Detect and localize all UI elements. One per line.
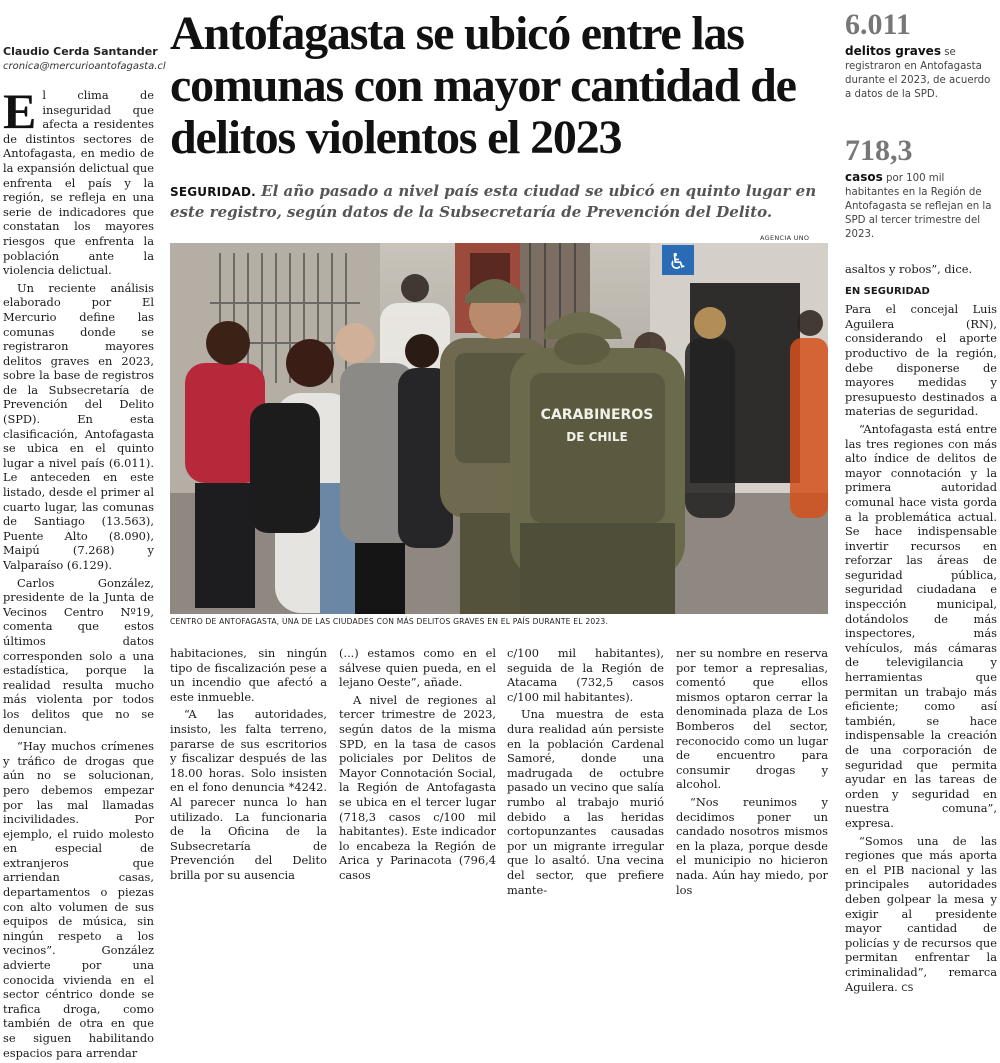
paragraph: ner su nombre en reserva por temor a represalias, comentó que ellos mismos optaron cerrar la denominada plaza de Los Bomberos del sector, reconocido como un lugar de encuentro para consumir drogas y alcohol. (676, 646, 828, 792)
stat-description: delitos graves se registraron en Antofagasta durante el 2023, de acuerdo a datos de la SPD. (845, 44, 991, 100)
stat-box-delitos (845, 10, 995, 102)
article-column-6 (845, 262, 997, 999)
vest-text-line2: DE CHILE (566, 430, 628, 444)
paragraph: Carlos González, presidente de la Junta de Vecinos Centro Nº19, comenta que estos últimos datos corresponden solo a una estadística, porque la realidad resulta mucho más violenta por todos los delitos que no se denuncian. (3, 575, 154, 736)
paragraph: “Nos reunimos y decidimos poner un candado nosotros mismos en la plaza, porque desde el municipio no hicieron nada. Aún hay miedo, por los (676, 794, 828, 897)
stat-box-casos (845, 136, 995, 242)
article-column-4 (507, 646, 664, 900)
paragraph: El clima de inseguridad que afecta a residentes de distintos sectores de Antofagasta, en medio de la expansión delictual que enfrenta el país y la región, se refleja en una serie de indicadores que constatan los mayores riesgos que enfrenta la población ante la violencia delictual. (3, 83, 154, 278)
article-column-2 (170, 646, 327, 886)
paragraph: A nivel de regiones al tercer trimestre de 2023, según datos de la misma SPD, en la tasa de casos policiales por Delitos de Mayor Connotación Social, la Región de Antofagasta se ubica en el tercer lugar (718,3 casos c/100 mil habitantes). Este indicador lo encabeza la Región de Arica y Parinacota (796,4 casos (339, 692, 496, 882)
subheading: EN SEGURIDAD (845, 285, 930, 297)
byline (3, 45, 166, 72)
author-name: Claudio Cerda Santander (3, 45, 158, 58)
section-kicker: SEGURIDAD. (170, 185, 256, 199)
paragraph: “Somos una de las regiones que más aporta en el PIB nacional y las principales autoridades deben golpear la mesa y exigir al presidente mayor cantidad de policías y de recursos que permitan enfrentar la criminalidad”, remarca Aguilera. CS (845, 833, 997, 994)
paragraph: asaltos y robos”, dice. (845, 262, 973, 276)
drop-cap: E (3, 83, 37, 139)
paragraph: Una muestra de esta dura realidad aún persiste en la población Cardenal Samoré, donde una madrugada de octubre pasado un vecino que salía rumbo al trabajo murió debido a las heridas cortopunzantes causadas por un migrante irregular que lo asaltó. Una vecina del sector, que prefiere mante- (507, 707, 664, 897)
paragraph: Para el concejal Luis Aguilera (RN), considerando el aporte productivo de la región, debe disponerse de mayores medidas y presupuesto destinados a materias de seguridad. (845, 302, 997, 419)
deck (170, 181, 820, 222)
paragraph: “Hay muchos crímenes y tráfico de drogas que aún no se solucionan, pero debemos empezar por las mal llamadas incivilidades. Por ejemplo, el ruido molesto en especial de extranjeros que arriendan casas, departamentos o piezas con alto volumen de sus equipos de música, sin ningún respeto a los vecinos”. González advierte por una conocida vivienda en el sector céntrico donde se trafica droga, como también de otra en que se siguen habilitando espacios para arrendar (3, 739, 154, 1060)
vest-text-line1: CARABINEROS (540, 407, 654, 423)
photo-caption: CENTRO DE ANTOFAGASTA, UNA DE LAS CIUDADES CON MÁS DELITOS GRAVES EN EL PAÍS DURANTE EL 2023. (170, 617, 609, 626)
article-column-3 (339, 646, 496, 886)
article-column-5 (676, 646, 828, 900)
paragraph: Un reciente análisis elaborado por El Mercurio define las comunas donde se registraron mayores delitos graves en 2023, sobre la base de registros de la Subsecretaría de Prevención del Delito (SPD). En esta clasificación, Antofagasta se ubica en el quinto lugar a nivel país (6.011). Le anteceden en este listado, desde el primer al cuarto lugar, las comunas de Santiago (13.563), Puente Alto (8.090), Maipú (7.268) y Valparaíso (6.129). (3, 280, 154, 572)
stat-number: 6.011 (845, 8, 911, 41)
news-photo (170, 243, 828, 614)
stat-number: 718,3 (845, 134, 913, 167)
paragraph: “Antofagasta está entre las tres regiones con más alto índice de delitos de mayor connotación y la primera autoridad comunal hace vista gorda a la problemática actual. Se hace indispensable invertir recursos en reforzar las áreas de seguridad pública, seguridad ciudadana e inspección municipal, dotándolos de más inspectores, más vehículos, más cámaras de televigilancia y herramientas que permitan un trabajo más eficiente; como así también, se hace indispensable la creación de una corporación de seguridad que permita ayudar en las tareas de orden y seguridad en nuestra comuna”, expresa. (845, 421, 997, 830)
svg-text:♿: ♿ (668, 250, 688, 275)
stat-description: casos por 100 mil habitantes en la Región de Antofagasta se reflejan en la SPD al tercer trimestre del 2023. (845, 170, 992, 240)
deck-text: El año pasado a nivel país esta ciudad se ubicó en quinto lugar en este registro, según datos de la Subsecretaría de Prevención del Delito. (170, 182, 817, 221)
end-mark: CS (901, 983, 914, 994)
article-column-1 (3, 83, 154, 1063)
street-scene-illustration (170, 243, 828, 614)
paragraph: (...) estamos como en el sálvese quien pueda, en el lejano Oeste”, añade. (339, 646, 496, 690)
paragraph: habitaciones, sin ningún tipo de fiscalización pese a un incendio que afectó a este inmueble. (170, 646, 327, 704)
paragraph: “A las autoridades, insisto, les falta terreno, pararse de sus escritorios y fiscalizar después de las 18.00 horas. Solo insisten en el fono denuncia *4242. Al parecer nunca lo han utilizado. La funcionaria de la Oficina de la Subsecretaría de Prevención del Delito brilla por su ausencia (170, 707, 327, 882)
photo-credit: AGENCIA UNO (760, 234, 810, 242)
author-email[interactable]: cronica@mercurioantofagasta.cl (3, 61, 166, 72)
paragraph: c/100 mil habitantes), seguida de la Región de Atacama (732,5 casos c/100 mil habitantes). (507, 646, 664, 704)
headline: Antofagasta se ubicó entre las comunas con mayor cantidad de delitos violentos el 2023 (170, 7, 796, 164)
